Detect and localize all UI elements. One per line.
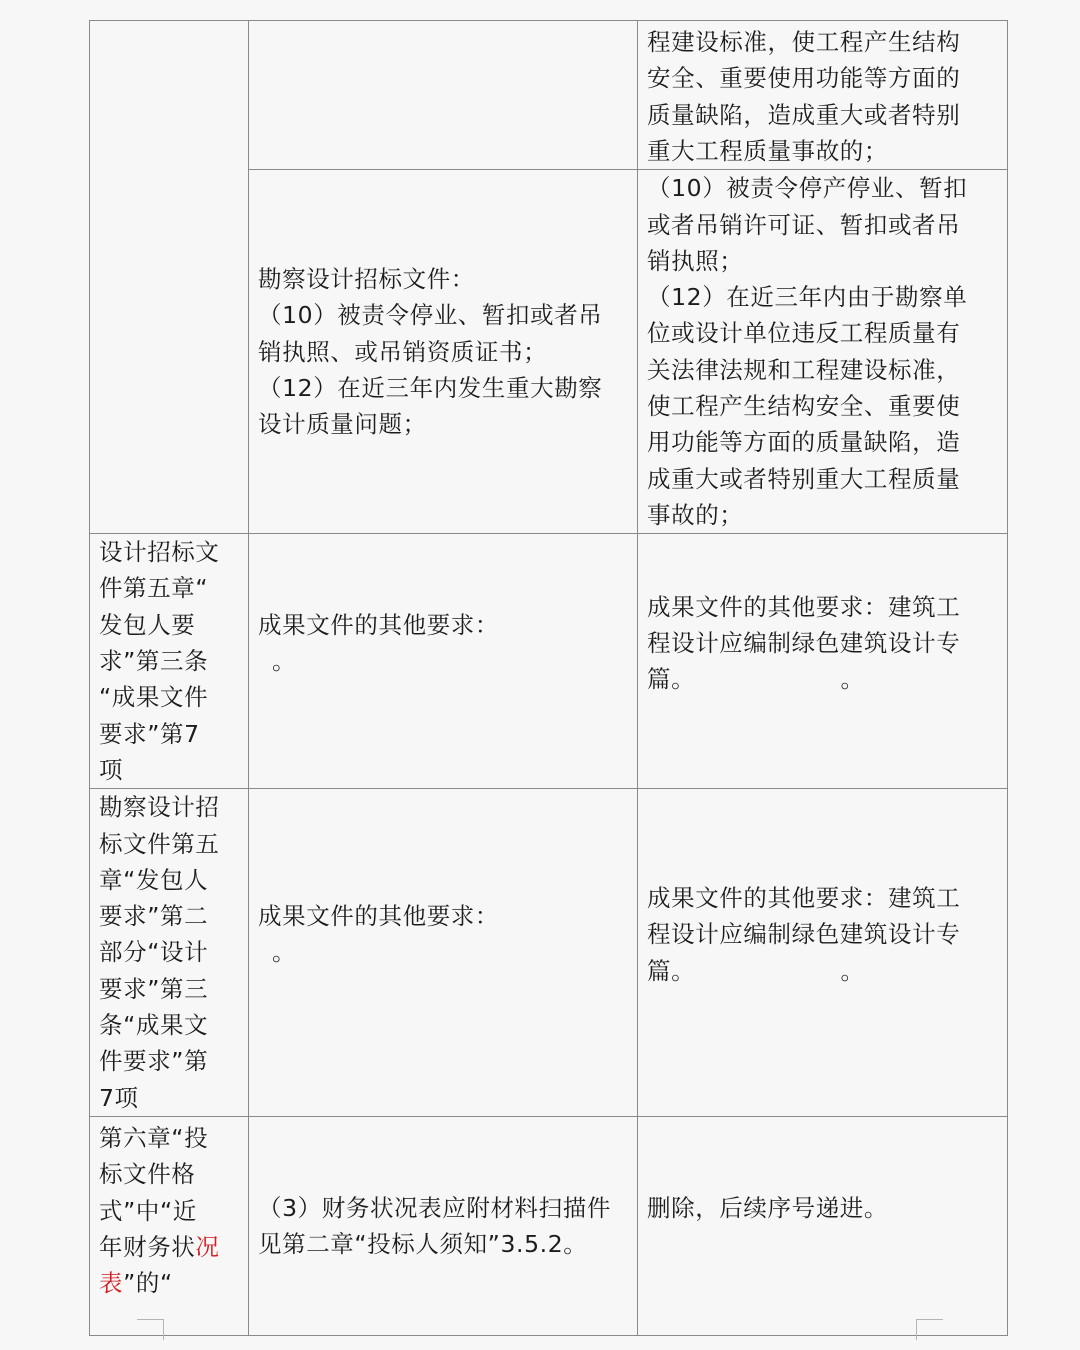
text-line: 件要求”第	[99, 1047, 209, 1076]
text-line: 见第二章“投标人须知”3.5.2。	[258, 1229, 588, 1258]
text-line: 质量缺陷，造成重大或者特别	[647, 100, 961, 129]
highlighted-text: 况	[195, 1232, 220, 1261]
text-line	[647, 698, 998, 734]
row-1-original-cell	[249, 170, 638, 534]
highlighted-text: 表	[99, 1269, 124, 1298]
text-line: 安全、重要使用功能等方面的	[647, 64, 961, 93]
text-line: 用功能等方面的质量缺陷，造	[647, 428, 961, 457]
text-line: 设计质量问题；	[258, 410, 427, 439]
text-line: （12）在近三年内发生重大勘察	[258, 373, 603, 402]
text-line: 7项	[99, 1083, 139, 1112]
row-0-original-cell	[249, 21, 638, 170]
page-corner-mark-right	[916, 1319, 943, 1340]
text-line: 要求”第二	[99, 902, 209, 931]
text-line: （12）在近三年内由于勘察单	[647, 283, 968, 312]
text-line: 式”中“近	[99, 1196, 197, 1225]
text-line: 要求”第三	[99, 974, 209, 1003]
table-row	[90, 789, 1008, 1117]
text-line: （10）被责令停业、暂扣或者吊	[258, 301, 603, 330]
text-line: 求”第三条	[99, 647, 209, 676]
text-line: 。	[272, 938, 297, 967]
row-4-revised-cell	[638, 1116, 1008, 1335]
text-line: 成重大或者特别重大工程质量	[647, 464, 961, 493]
comparison-table	[89, 20, 1008, 1336]
text-line: 第六章“投	[99, 1123, 209, 1152]
text-line: 篇。 。	[647, 956, 865, 985]
text-line: 标文件格	[99, 1160, 196, 1189]
text-line: 。	[272, 647, 297, 676]
text-line: 事故的；	[647, 500, 744, 529]
text-line: 销执照；	[647, 246, 744, 275]
text-line	[258, 971, 628, 1007]
text-line: 关法律法规和工程建设标准，	[647, 355, 961, 384]
text-line: 位或设计单位违反工程质量有	[647, 319, 961, 348]
text-line: 重大工程质量事故的；	[647, 136, 888, 165]
text-line	[258, 679, 628, 715]
row-2-original-cell	[249, 534, 638, 789]
text-line	[99, 1265, 239, 1301]
row-0-clause-cell	[90, 21, 249, 534]
text-line: 件第五章“	[99, 574, 209, 603]
row-3-clause-cell	[90, 789, 249, 1117]
text-line: 标文件第五	[99, 829, 220, 858]
table-row	[90, 1116, 1008, 1335]
text-line	[99, 1229, 239, 1265]
text-line	[647, 1226, 998, 1262]
text-line: 成果文件的其他要求：	[258, 902, 499, 931]
text-line: 成果文件的其他要求：建筑工	[647, 592, 961, 621]
text-line: 使工程产生结构安全、重要使	[647, 391, 961, 420]
text-line: “成果文件	[99, 683, 209, 712]
text-line: 设计招标文	[99, 538, 220, 567]
text-line: 成果文件的其他要求：建筑工	[647, 884, 961, 912]
table-row	[90, 21, 1008, 170]
text-line: 发包人要	[99, 610, 196, 639]
text-line: 或者吊销许可证、暂扣或者吊	[647, 210, 961, 239]
text-line: 程设计应编制绿色建筑设计专	[647, 628, 961, 657]
text-line: 章“发包人	[99, 865, 209, 894]
row-4-clause-cell	[90, 1116, 249, 1335]
text-line: 条“成果文	[99, 1011, 209, 1040]
row-2-revised-cell	[638, 534, 1008, 789]
text-line	[647, 989, 998, 1025]
text-line: 勘察设计招	[99, 793, 220, 822]
text-line: 部分“设计	[99, 938, 209, 967]
text-line: 勘察设计招标文件：	[258, 264, 475, 293]
text-line: 销执照、或吊销资质证书；	[258, 337, 548, 366]
text-line: 要求”第7	[99, 719, 200, 748]
text-line: 项	[99, 755, 124, 784]
table-row	[90, 534, 1008, 789]
row-2-clause-cell	[90, 534, 249, 789]
text-line: （3）财务状况表应附材料扫描件	[258, 1193, 611, 1222]
text-line: （10）被责令停产停业、暂扣	[647, 174, 968, 203]
row-1-revised-cell	[638, 170, 1008, 534]
text-fragment: 年财务状	[99, 1232, 196, 1261]
text-line: 程建设标准，使工程产生结构	[647, 28, 961, 56]
text-line: 程设计应编制绿色建筑设计专	[647, 920, 961, 949]
row-4-original-cell	[249, 1116, 638, 1335]
text-fragment: ”的“	[123, 1269, 173, 1298]
text-line: 删除，后续序号递进。	[647, 1193, 888, 1222]
text-line: 篇。 。	[647, 665, 865, 694]
row-3-original-cell	[249, 789, 638, 1117]
row-0-revised-cell	[638, 21, 1008, 170]
text-line: 成果文件的其他要求：	[258, 610, 499, 639]
page-corner-mark-left	[137, 1319, 164, 1340]
row-3-revised-cell	[638, 789, 1008, 1117]
